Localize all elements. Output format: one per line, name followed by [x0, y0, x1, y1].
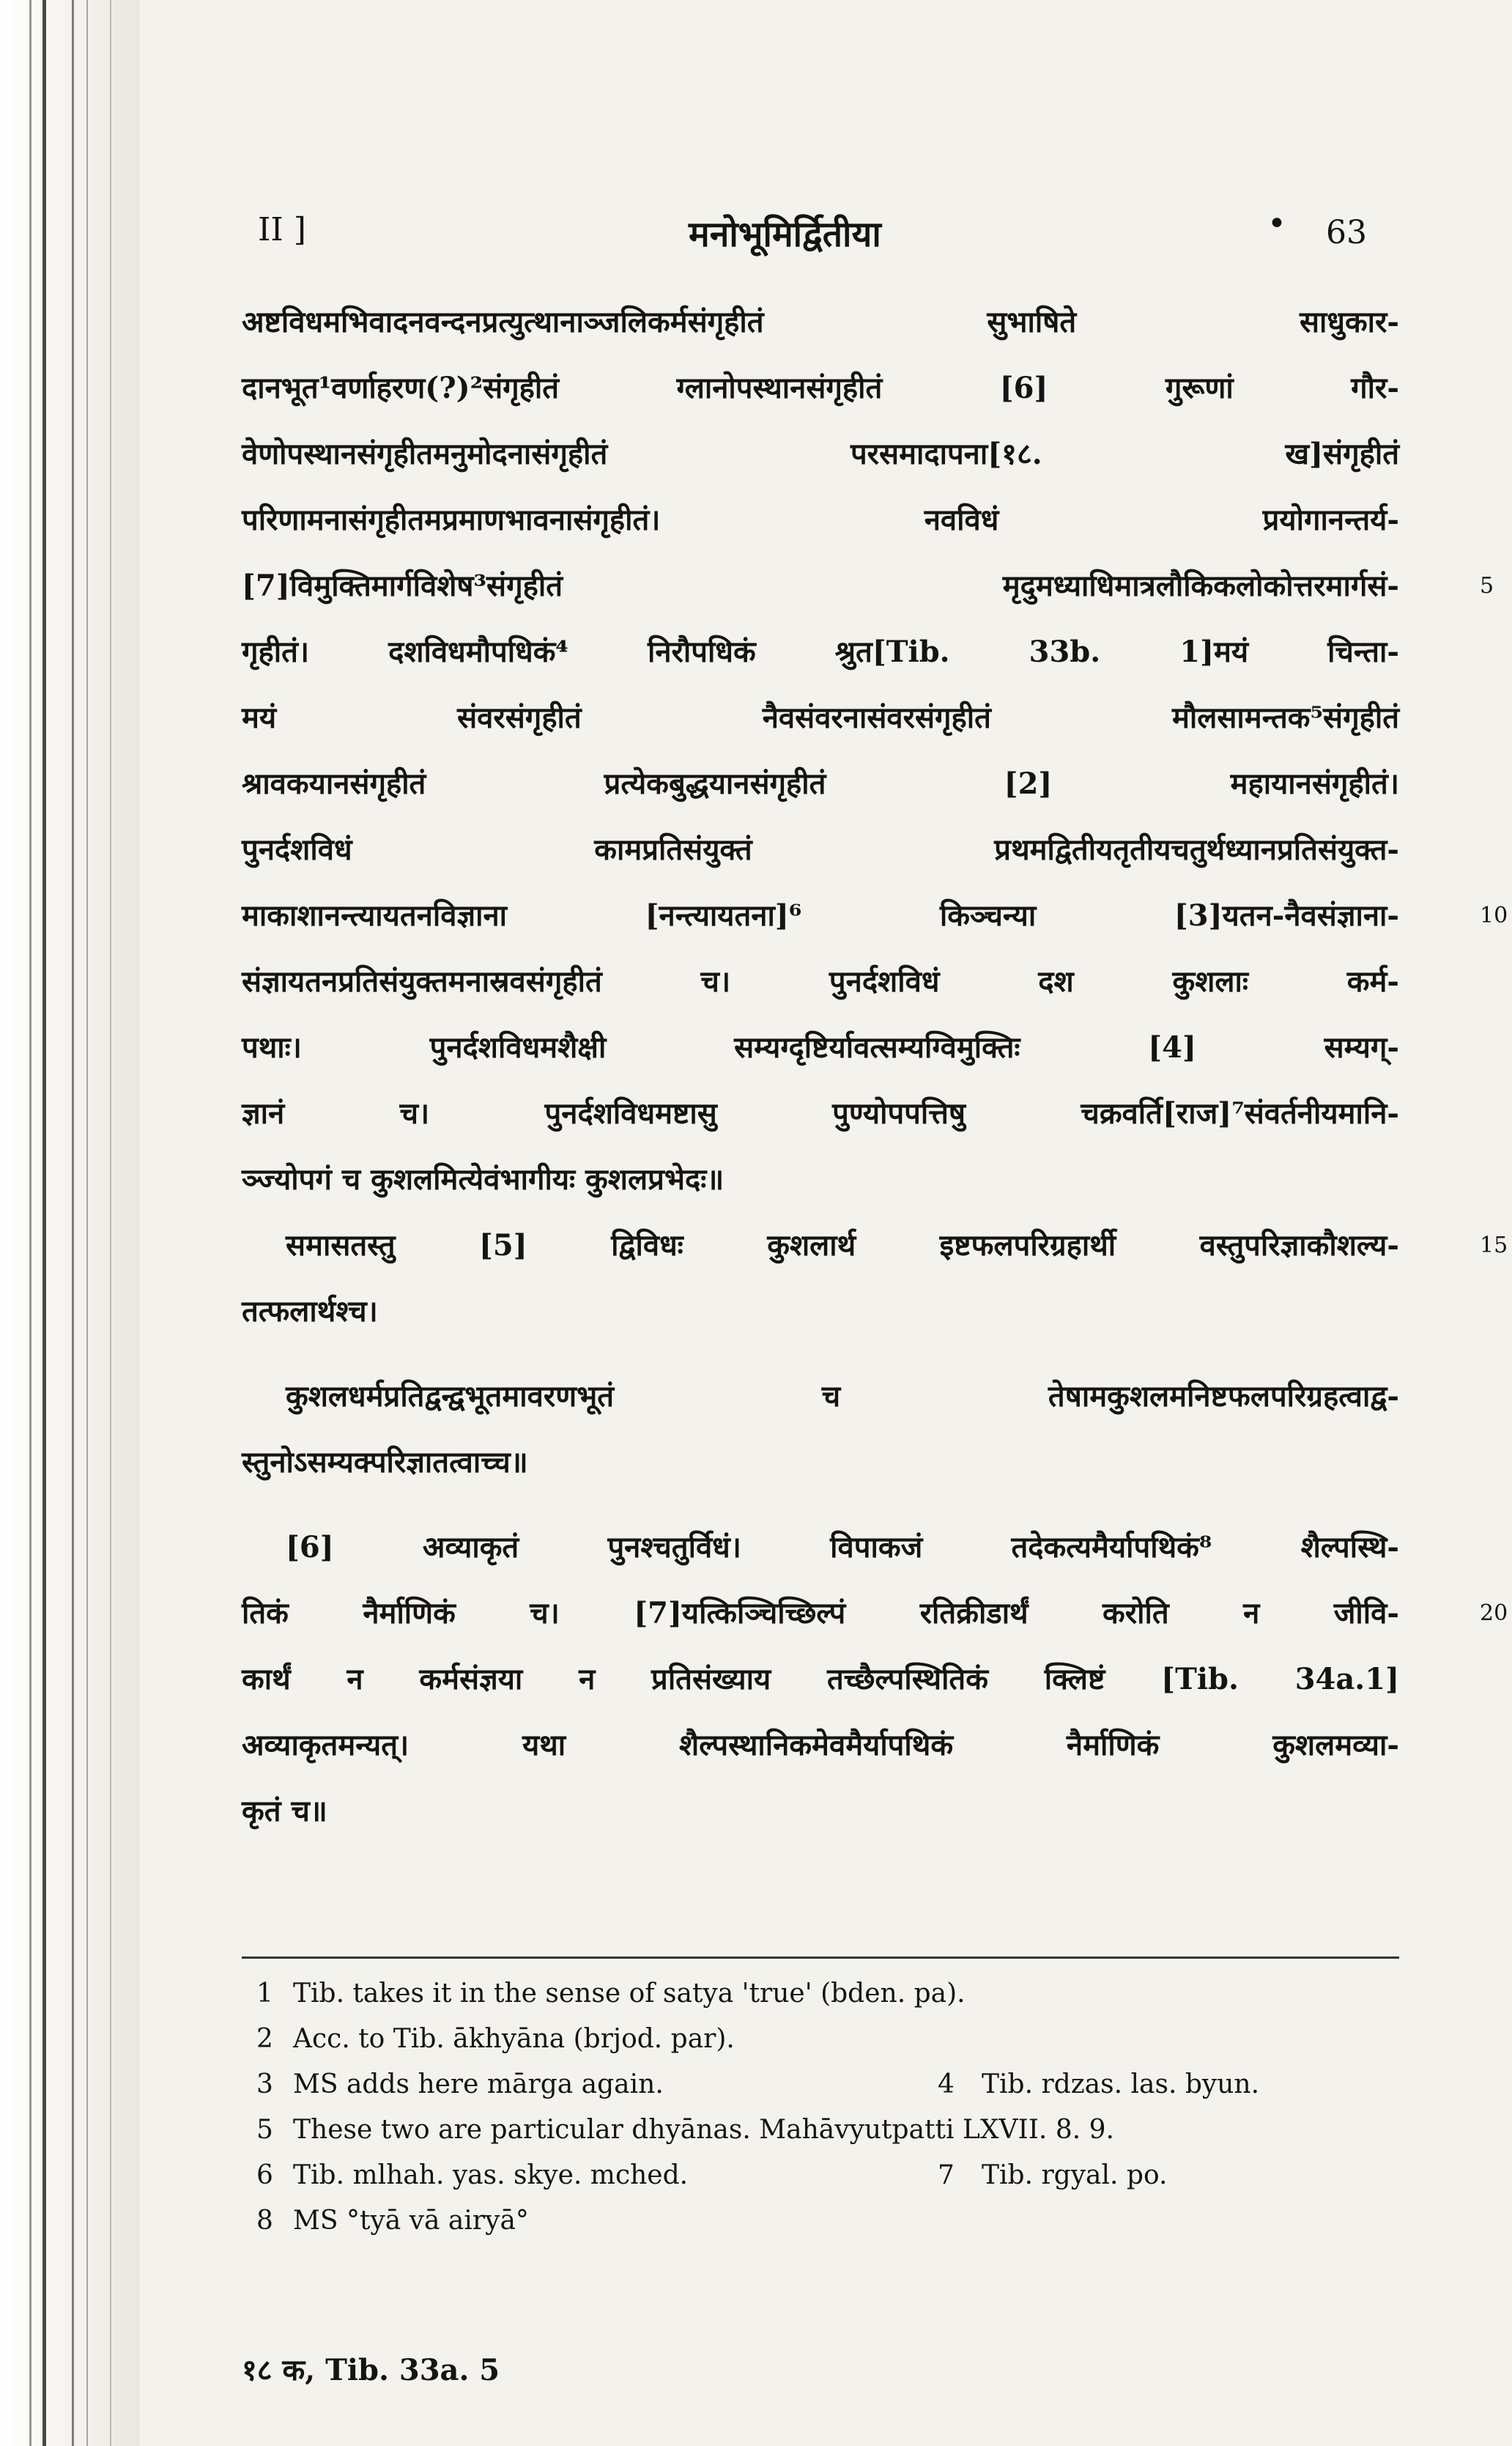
text-line: संज्ञायतनप्रतिसंयुक्तमनास्रवसंगृहीतं च। पुनर्दशविधं दश कुशलाः कर्म-: [242, 964, 1399, 999]
text-line: पुनर्दशविधं कामप्रतिसंयुक्तं प्रथमद्वितीयतृतीयचतुर्थध्यानप्रतिसंयुक्त-: [242, 832, 1399, 867]
text-line: ज्ञानं च। पुनर्दशविधमष्टासु पुण्योपपत्तिषु चक्रवर्ति[राज]⁷संवर्तनीयमानि-: [242, 1096, 1399, 1131]
footnote-number: 7: [938, 2160, 955, 2190]
footnote-number: 5: [256, 2115, 273, 2145]
footnote: [242, 2017, 1399, 2062]
text-line-content: तिकं नैर्माणिकं च। [7]यत्किञ्चिच्छिल्पं रतिक्रीडार्थं करोति न जीवि-: [242, 1596, 1399, 1630]
manuscript-reference: १८ क, Tib. 33a. 5: [242, 2353, 500, 2387]
footnote-text: Tib. rdzas. las. byun.: [982, 2069, 1260, 2099]
text-line: [6] अव्याकृतं पुनश्चतुर्विधं। विपाकजं तदेकत्यमैर्यापथिकं⁸ शैल्पस्थि-: [286, 1530, 1399, 1564]
text-line: [242, 553, 1494, 619]
text-line: वेणोपस्थानसंगृहीतमनुमोदनासंगृहीतं परसमादापना[१८. ख]संगृहीतं: [242, 437, 1399, 471]
footnote-text: Acc. to Tib. ākhyāna (brjod. par).: [293, 2024, 735, 2054]
text-line: [242, 1581, 1508, 1647]
text-line: तत्फलार्थश्च।: [242, 1294, 378, 1329]
line-number: 5: [1480, 573, 1494, 599]
footnote: [242, 2062, 1399, 2107]
footnote-text: These two are particular dhyānas. Mahāvyutpatti LXVII. 8. 9.: [293, 2115, 1114, 2145]
footnote: [242, 1971, 1399, 2017]
running-header: [242, 205, 1399, 271]
text-line-content: [7]विमुक्तिमार्गविशेष³संगृहीतं मृदुमध्याधिमात्रलौकिकलोकोत्तरमार्गसं-: [242, 569, 1399, 603]
footnote-text: Tib. takes it in the sense of satya 'true' (bden. pa).: [293, 1978, 966, 2009]
text-line: श्रावकयानसंगृहीतं प्रत्येकबुद्धयानसंगृहीतं [2] महायानसंगृहीतं।: [242, 766, 1399, 801]
text-line: [242, 883, 1508, 949]
footnote-text: MS °tyā vā airyā°: [293, 2206, 529, 2236]
section-marker: II ]: [258, 211, 306, 248]
text-line: पथाः। पुनर्दशविधमशैक्षी सम्यग्दृष्टिर्यावत्सम्यग्विमुक्तिः [4] सम्यग्-: [242, 1030, 1399, 1065]
text-line: दानभूत¹वर्णाहरण(?)²संगृहीतं ग्लानोपस्थानसंगृहीतं [6] गुरूणां गौर-: [242, 371, 1399, 405]
text-line: [242, 1213, 1508, 1279]
text-line: कार्थं न कर्मसंज्ञया न प्रतिसंख्याय तच्छैल्पस्थितिकं क्लिष्टं [Tib. 34a.1]: [242, 1662, 1399, 1696]
text-line: कुशलधर्मप्रतिद्वन्द्वभूतमावरणभूतं च तेषामकुशलमनिष्टफलपरिग्रहत्वाद्व-: [286, 1379, 1399, 1414]
text-line: स्तुनोऽसम्यक्परिज्ञातत्वाच्च॥: [242, 1445, 528, 1479]
text-line: अव्याकृतमन्यत्। यथा शैल्पस्थानिकमेवमैर्यापथिकं नैर्माणिकं कुशलमव्या-: [242, 1728, 1399, 1762]
line-number: 10: [1480, 903, 1508, 928]
footnote-divider: [242, 1957, 1399, 1959]
footnote: [242, 2107, 1399, 2153]
footnote-number: 4: [938, 2069, 955, 2099]
footnote-number: 6: [256, 2160, 273, 2190]
footnote-text: Tib. rgyal. po.: [982, 2160, 1168, 2190]
line-number: 20: [1480, 1600, 1508, 1626]
book-binding-edge: [0, 0, 139, 2446]
text-body: [242, 289, 1508, 1844]
footnote-number: 3: [256, 2069, 273, 2099]
footnotes: [242, 1971, 1399, 2244]
footnote: [242, 2153, 1399, 2198]
footnote-text: Tib. mlhah. yas. skye. mched.: [293, 2160, 689, 2190]
text-line: ञ्ज्योपगं च कुशलमित्येवंभागीयः कुशलप्रभेदः॥: [242, 1162, 724, 1197]
running-title: मनोभूमिर्द्वितीया: [689, 214, 881, 255]
line-number: 15: [1480, 1233, 1508, 1258]
text-line: परिणामनासंगृहीतमप्रमाणभावनासंगृहीतं। नवविधं प्रयोगानन्तर्य-: [242, 503, 1399, 537]
footnote: [242, 2198, 1399, 2244]
footnote-number: 1: [256, 1978, 273, 2009]
footnote-number: 2: [256, 2024, 273, 2054]
text-line: अष्टविधमभिवादनवन्दनप्रत्युत्थानाञ्जलिकर्मसंगृहीतं सुभाषिते साधुकार-: [242, 305, 1399, 339]
text-line: गृहीतं। दशविधमौपधिकं⁴ निरौपधिकं श्रुत[Tib. 33b. 1]मयं चिन्ता-: [242, 635, 1399, 669]
header-dot: •: [1267, 205, 1286, 243]
text-line-content: माकाशानन्त्यायतनविज्ञाना [नन्त्यायतना]⁶ किञ्चन्या [3]यतन-नैवसंज्ञाना-: [242, 898, 1399, 933]
footnote-number: 8: [256, 2206, 273, 2236]
text-line: मयं संवरसंगृहीतं नैवसंवरनासंवरसंगृहीतं मौलसामन्तक⁵संगृहीतं: [242, 701, 1399, 735]
page-number: 63: [1326, 214, 1367, 251]
text-line-content: समासतस्तु [5] द्विविधः कुशलार्थ इष्टफलपरिग्रहार्थी वस्तुपरिज्ञाकौशल्य-: [286, 1228, 1399, 1263]
footnote-text: MS adds here mārga again.: [293, 2069, 664, 2099]
text-line: कृतं च॥: [242, 1794, 327, 1828]
